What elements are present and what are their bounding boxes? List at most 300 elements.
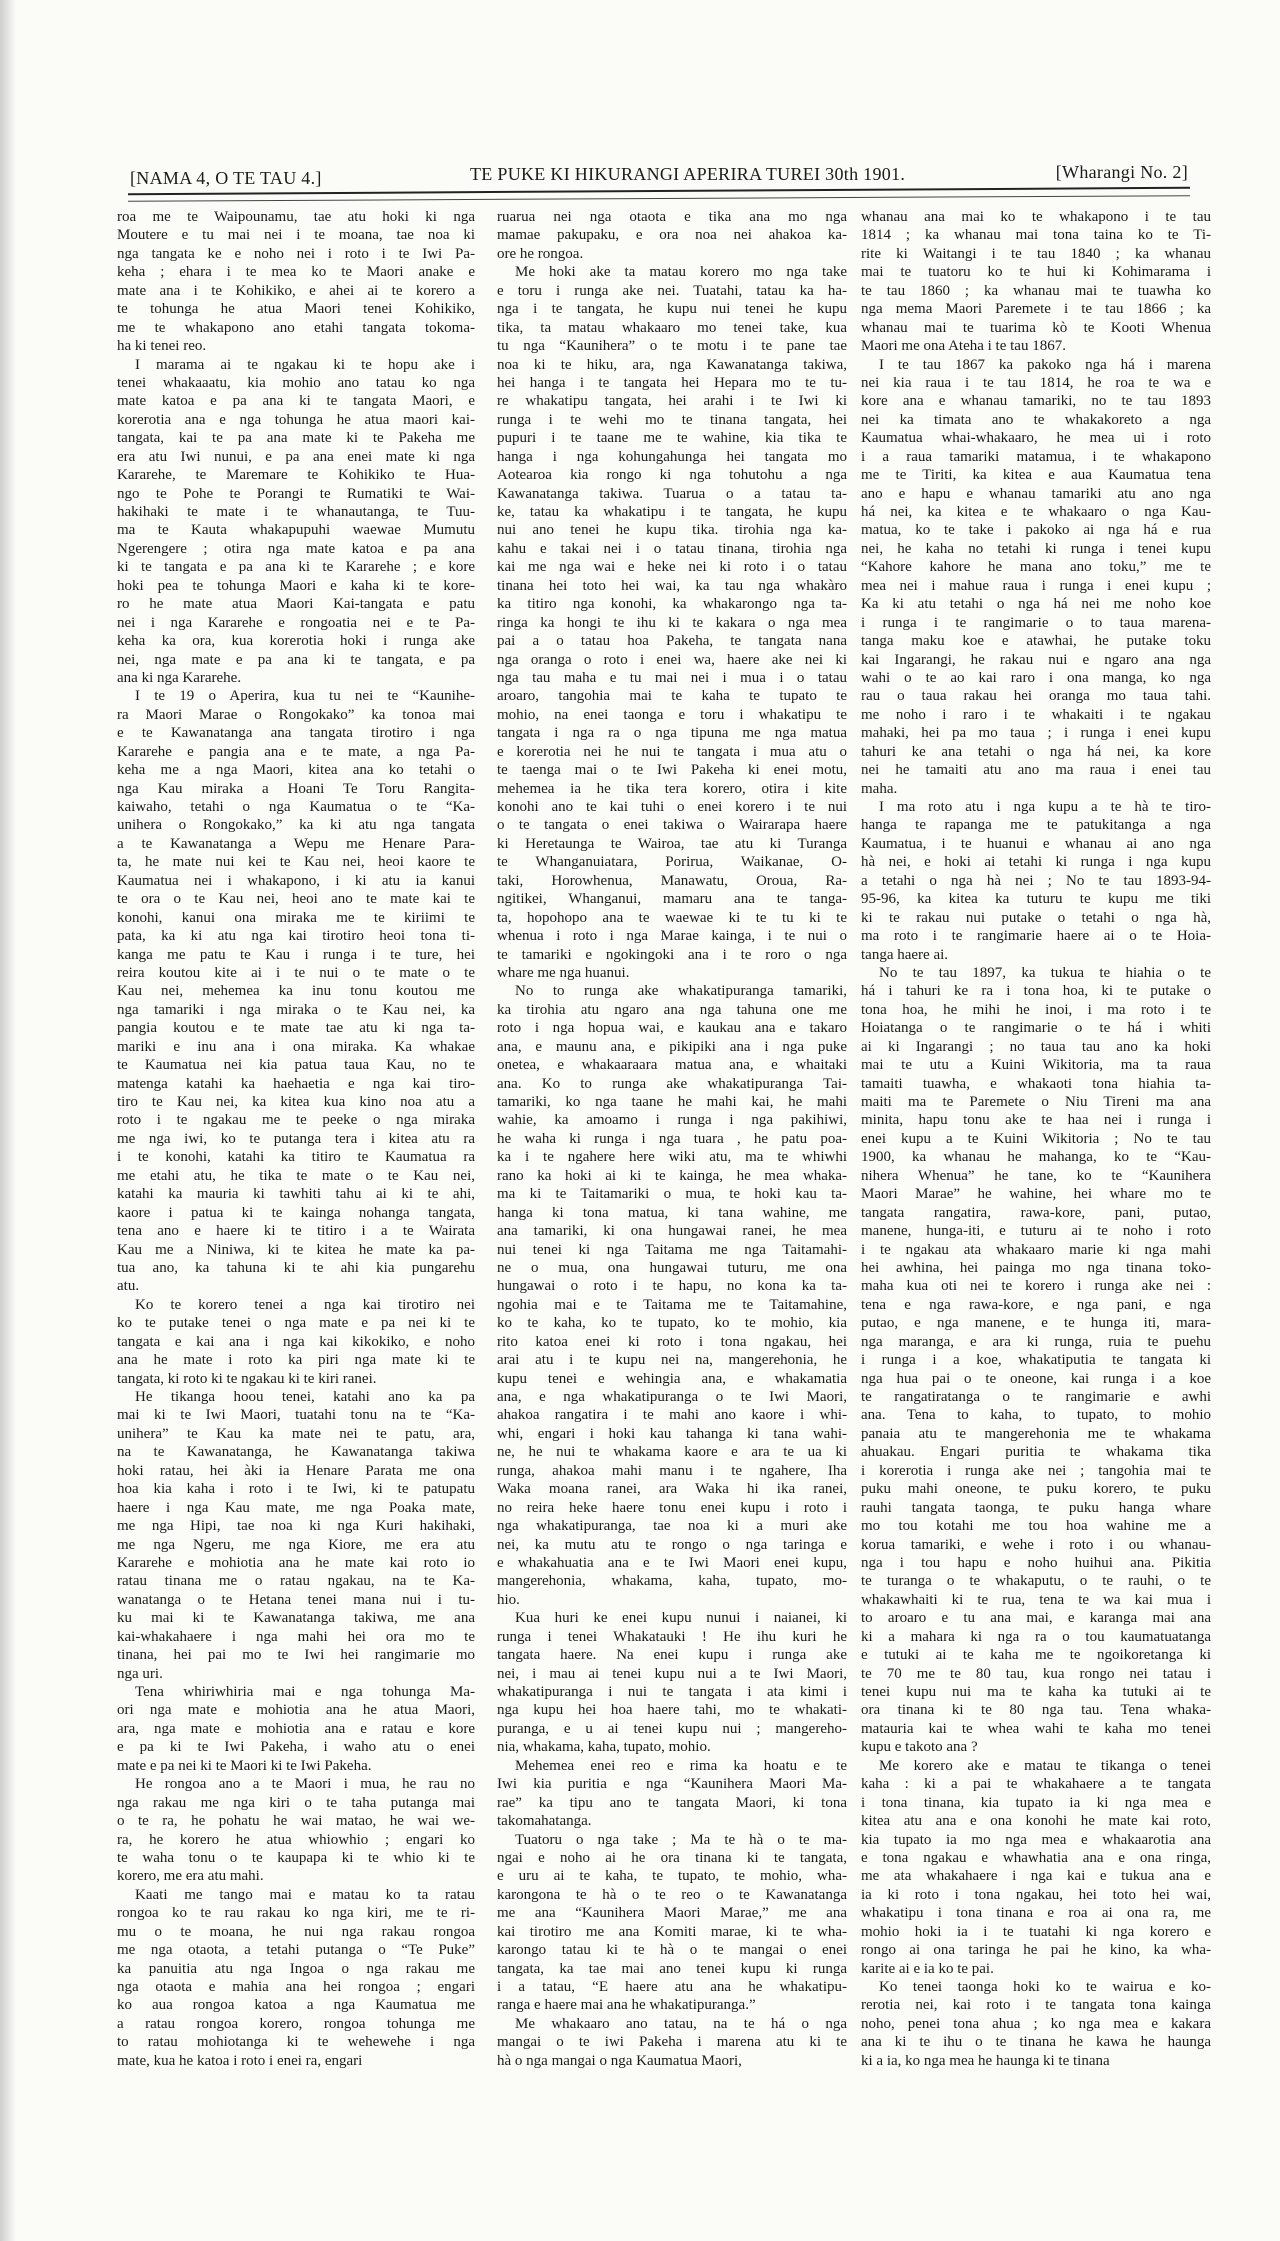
text-line: ahuakau. Engari puritia te whakama tika — [861, 1444, 1211, 1461]
text-line: maha kua oti nei te korero i runga ake nei : — [861, 1278, 1211, 1295]
article-paragraph — [497, 1757, 847, 1831]
text-line: rito katoa enei ki roto i tona ngakau, hei — [497, 1333, 847, 1350]
text-column-3 — [861, 208, 1211, 2070]
text-line: matenga katahi ka haehaetia e nga kai tiro- — [117, 1075, 475, 1092]
text-line: tenei kupu nui ma te kaha ka tutuki ai te — [861, 1684, 1211, 1700]
text-line: matua, ko te take i pakoko ai nga há e rua — [861, 522, 1211, 539]
text-line: kahu e takai nei i o tatau tinana, tirohia nga — [497, 540, 847, 557]
text-line: runga i tenei Whakatauki ! He ihu kuri he — [497, 1628, 847, 1645]
text-line: o te ra, he pohatu he wai matao, he wai we- — [117, 1813, 475, 1830]
text-line: ma te Kauta whakapupuhi waewae Mumutu — [117, 522, 475, 539]
text-line: te ora o te Kau nei, heoi ano te mate kai te — [117, 891, 475, 908]
text-line: ana, e maunu ana, e pikipiki ana i nga puke — [497, 1038, 847, 1055]
text-line: tena ano e haere ki te titiro i a te Wairata — [117, 1223, 475, 1240]
text-line: mai te utu a Kuini Wikitoria, ma ta raua — [861, 1057, 1211, 1074]
text-line: manene, hunga-iti, e tuturu ai te noho i roto — [861, 1223, 1211, 1240]
text-line: ko aua rongoa katoa a nga Kaumatua me — [117, 1997, 475, 2014]
text-line: hanga ki tona matua, ki tana wahine, me — [497, 1204, 847, 1221]
text-line: whi, engari i hoki kau tahanga ki tana wahi- — [497, 1425, 847, 1442]
text-line: te tau 1860 ; ka whanau mai te tuawha ko — [861, 282, 1211, 299]
text-line: ia ki roto i tona ngakau, hei toto hei wai, — [861, 1886, 1211, 1903]
text-line: hà nei, e hoki ai tetahi ki runga i nga kupu — [861, 854, 1211, 871]
text-line: putao, e nga manene, e te hunga iti, mara- — [861, 1315, 1211, 1332]
text-line: karongona te hà o te reo o te Kawanatanga — [497, 1886, 847, 1903]
text-line: He rongoa ano a te Maori i mua, he rau no — [135, 1776, 475, 1793]
text-line: nga kupu hei hoa haere tahi, mo te whakati- — [497, 1702, 847, 1719]
text-line: whare me nga huanui. — [497, 964, 630, 981]
text-line: tangata i nga ra o nga tipuna me nga matua — [497, 725, 847, 742]
text-line: me te Tiriti, ka kitea e aua Kaumatua tena — [861, 467, 1211, 484]
text-line: e pa ki te Iwi Pakeha, i waho atu o enei — [117, 1739, 475, 1756]
text-line: ngai e noho ai he ora tinana ki te tangata, — [497, 1849, 847, 1866]
text-line: keha ka ora, kua korerotia hoki i runga ake — [117, 633, 475, 650]
text-line: nga oranga o roto i enei wa, haere ake nei ki — [497, 651, 847, 668]
text-line: ana, e nga whakatipuranga o te Iwi Maori, — [497, 1389, 847, 1405]
text-line: kia tupato ia mo nga mea e whakaarotia ana — [861, 1831, 1211, 1848]
text-line: korua tamariki, e wehe i roto i ou whanau- — [861, 1536, 1211, 1553]
text-line: Maori Marae” he wahine, hei whare mo te — [861, 1186, 1211, 1203]
text-line: Waka moana ranei, ara Waka hi ika ranei, — [497, 1481, 847, 1498]
text-line: me nga iwi, ko te putanga tera i kitea atu ra — [117, 1130, 475, 1147]
text-line: enei kupu a te Kuini Wikitoria ; No te tau — [861, 1130, 1211, 1147]
text-line: runga, ahakoa mahi manu i te ngahere, Iha — [497, 1462, 847, 1479]
text-line: whakatipu i tona tinana e roa ai ona ra, me — [861, 1905, 1211, 1922]
text-line: Kaumatua whai-whakaaro, he mea ui i roto — [861, 430, 1211, 447]
text-line: ringa ka hongi te ihu ki te kakara o nga mea — [497, 614, 847, 631]
text-line: Ko tenei taonga hoki ko te wairua e ko- — [879, 1979, 1211, 1995]
text-line: maiti ma te Paremete o Niu Tireni ma ana — [861, 1094, 1211, 1110]
text-line: haere i nga Kau mate, me nga Poaka mate, — [117, 1499, 475, 1516]
text-line: noho, penei tona ahua ; ko nga mea e kakara — [861, 2015, 1211, 2032]
text-line: ka tirohia atu ngaro ana nga tahuna one me — [497, 1001, 847, 1018]
text-line: Ngerengere ; otira nga mate katoa e pa ana — [117, 540, 475, 557]
text-line: whenua i roto i nga Marae kainga, i te nui o — [497, 928, 847, 945]
text-line: hio. — [497, 1591, 520, 1608]
text-line: te rangatiratanga o te rangimarie e awhi — [861, 1389, 1211, 1405]
text-line: ruarua nei nga otaota e tika ana mo nga — [497, 209, 847, 225]
text-line: ki te tangata e pa ana ki te Kararehe ; e kore — [117, 559, 475, 576]
text-line: rano ka hoki ai ki te kainga, he mea whaka- — [497, 1167, 847, 1184]
text-line: i korerotia i runga ake nei ; tangohia mai te — [861, 1462, 1211, 1479]
text-line: kai Ingarangi, he rakau nui e ngaro ana nga — [861, 651, 1211, 668]
text-line: kai-whakahaere i nga mahi hei ora mo te — [117, 1628, 475, 1645]
text-line: Tena whiriwhiria mai e nga tohunga Ma- — [135, 1684, 475, 1700]
text-line: tua ano, ka tahuna ki te ahi kia pungarehu — [117, 1259, 475, 1276]
text-line: Aotearoa kia rongo ki nga tohutohu a nga — [497, 467, 847, 484]
text-line: ore he rongoa. — [497, 245, 584, 262]
text-line: hei hanga i te tangata hei Hepara mo te tu- — [497, 374, 847, 391]
text-line: nui tenei ki nga Taitama me nga Taitamahi- — [497, 1241, 847, 1258]
text-line: wanatanga o te Hetana tenei mana nui i tu- — [117, 1591, 475, 1608]
text-line: kai tirotiro me ana Komiti marae, ki te wha- — [497, 1923, 847, 1940]
page-number: [Wharangi No. 2] — [1055, 162, 1188, 182]
text-line: me nga Hipi, tae noa ki nga Kuri hakihaki, — [117, 1518, 475, 1535]
text-line: nga rakau me nga kiri o te taha putanga mai — [117, 1794, 475, 1811]
text-line: i te ngakau ata whakaaro marie ki nga mahi — [861, 1241, 1211, 1258]
text-line: konohi ano te kai tuhi o enei korero i te nui — [497, 799, 847, 815]
text-line: a ratau rongoa korero, rongoa tohunga me — [117, 2015, 475, 2032]
text-line: Kau me a Niniwa, ki te kitea he mate ka pa- — [117, 1241, 475, 1258]
text-line: Kaati me tango mai e matau ko ta ratau — [135, 1886, 475, 1903]
text-line: mahaki, hei pa mo taua ; i runga i enei kupu — [861, 725, 1211, 742]
text-line: i a raua tamariki matamua, i te whakapono — [861, 448, 1211, 465]
text-line: rerotia nei, kai roto i te tangata tona kainga — [861, 1997, 1211, 2014]
text-line: me nga otaota, a tetahi putanga o “Te Puke” — [117, 1942, 475, 1959]
text-line: mate e pa nei ki te Maori ki te Iwi Pakeha. — [117, 1757, 372, 1774]
article-paragraph — [861, 1757, 1211, 1978]
text-line: tiro te Kau nei, ka kitea kua kino noa atu a — [117, 1094, 475, 1110]
text-line: whakatipuranga i nui te tangata i ata kimi i — [497, 1684, 847, 1700]
text-line: I ma roto atu i nga kupu a te hà te tiro- — [879, 799, 1211, 815]
text-line: ra, he korero he atua whiowhio ; engari ko — [117, 1831, 475, 1848]
text-line: e whakahuatia ana e te Iwi Maori enei kupu, — [497, 1554, 847, 1571]
article-paragraph — [117, 1775, 475, 1886]
text-line: mai ki te Iwi Maori, tuatahi tonu na te “Ka- — [117, 1407, 475, 1424]
article-paragraph — [117, 1886, 475, 2070]
text-line: nei he tamaiti atu ano ma raua i enei tau — [861, 762, 1211, 779]
text-line: 1900, ka whanau he mahanga, ko te “Kau- — [861, 1149, 1211, 1166]
text-line: tangata rangatira, rawa-kore, pani, putao, — [861, 1204, 1211, 1221]
text-line: ka titiro nga konohi, ka whakarongo nga ta- — [497, 596, 847, 613]
text-line: “Kahore kahore he mana ano toku,” me te — [861, 559, 1211, 576]
text-line: tahuri ke ana tetahi o nga há nei, ka kore — [861, 743, 1211, 760]
text-line: ha ki tenei reo. — [117, 338, 207, 355]
text-line: nei, nga mate e pa ana ki te tangata, e pa — [117, 651, 475, 668]
text-line: nga tamariki i nga miraka o te Kau nei, ka — [117, 1001, 475, 1018]
text-line: karongo tatau ki te hà o te mangai o enei — [497, 1942, 847, 1959]
text-line: tona hoa, he mihi he inoi, i ma roto i te — [861, 1001, 1211, 1018]
text-line: mehemea ia he tika tera korero, otira i kite — [497, 780, 847, 797]
article-paragraph — [117, 1388, 475, 1683]
masthead-rule-thin — [128, 195, 1190, 202]
text-line: ne, he nui te whakama kaore e ara te ua ki — [497, 1444, 847, 1461]
article-paragraph — [861, 1978, 1211, 2070]
text-line: ta, he mate nui kei te Kau nei, heoi kaore te — [117, 854, 475, 871]
text-line: kaore i patua ki te kainga nohanga tangata, — [117, 1204, 475, 1221]
text-line: unihera” te Kau ka mate nei te patu, ara, — [117, 1425, 475, 1442]
text-line: No to runga ake whakatipuranga tamariki, — [515, 983, 847, 1000]
text-line: No te tau 1897, ka tukua te hiahia o te — [879, 964, 1211, 981]
text-line: Kua huri ke enei kupu nunui i naianei, ki — [515, 1610, 847, 1627]
text-line: ana he mate i roto ka piri nga mate ki te — [117, 1352, 475, 1369]
text-line: I te 19 o Aperira, kua tu nei te “Kaunihe- — [135, 688, 475, 705]
scan-edge-shadow — [0, 0, 16, 2241]
text-column-1 — [117, 208, 475, 2070]
text-line: há i tahuri ke ra i tona hoa, ki te putake o — [861, 983, 1211, 1000]
text-line: ku mai ki te Kawanatanga takiwa, me ana — [117, 1610, 475, 1627]
text-line: tangata, ki roto ki te ngakau ki te kiri ranei. — [117, 1370, 377, 1387]
text-line: korerotia ana e nga tohunga he atua maori kai- — [117, 411, 475, 428]
text-line: te turanga o te whakaputu, o te rauhi, o te — [861, 1573, 1211, 1590]
text-line: rite ki Waitangi i te tau 1840 ; ka whanau — [861, 245, 1211, 262]
article-paragraph — [117, 356, 475, 688]
text-line: ai ki Ingarangi ; no taua tau ano ka hoki — [861, 1038, 1211, 1055]
text-line: ana. Tena to kaha, to tupato, to mohio — [861, 1407, 1211, 1424]
text-line: arai atu i te kupu nei na, mangerehonia, he — [497, 1352, 847, 1369]
article-paragraph — [497, 2015, 847, 2070]
text-line: te waha tonu o te kaupapa ki te whio ki te — [117, 1849, 475, 1866]
text-line: e toru i runga ake nei. Tuatahi, tatau ka ha- — [497, 282, 847, 299]
issue-number: [NAMA 4, O TE TAU 4.] — [130, 168, 322, 188]
text-line: matauria kai te whea wahi te kaha mo tenei — [861, 1720, 1211, 1737]
text-line: mariki e inu ana i ona miraka. Ka whakae — [117, 1038, 475, 1055]
text-line: mate ana i te Kohikiko, e ahei ai te korero a — [117, 282, 475, 299]
text-line: unihera o Rongokako,” ka ki atu nga tangata — [117, 817, 475, 834]
article-paragraph — [117, 1296, 475, 1388]
text-line: ahakoa rangatira i te mahi ano kaore i whi- — [497, 1407, 847, 1424]
text-line: wahi o te ao kai raro i ona manga, ko nga — [861, 669, 1211, 686]
text-line: puku mahi oneone, te puku korero, te puku — [861, 1481, 1211, 1498]
article-paragraph — [861, 356, 1211, 799]
text-line: ra Maori Marae o Rongokako” ka tonoa mai — [117, 706, 475, 723]
text-line: kaiwaho, tetahi o nga Kaumatua o te “Ka- — [117, 799, 475, 815]
article-paragraph — [861, 798, 1211, 964]
text-line: re whakatipu tangata, hei arahi i te Iwi ki — [497, 393, 847, 410]
text-line: tanga maku koe e atawhai, he putake toku — [861, 633, 1211, 650]
text-line: minita, hapu tonu ake te haa nei i runga i — [861, 1112, 1211, 1129]
text-line: ta, hopohopo ana te waewae ki te tu ki te — [497, 909, 847, 926]
text-line: a tetahi o nga hà nei ; No te tau 1893-94- — [861, 872, 1211, 889]
text-line: ma ki te Taitamariki o mua, te hoki kau ta- — [497, 1186, 847, 1203]
text-line: to aroaro e tu ana mai, e karanga mai ana — [861, 1610, 1211, 1627]
text-line: i tona tinana, kia tupato ia ki nga mea e — [861, 1794, 1211, 1811]
text-line: roto i nga hopua wai, e kaukau ana e takaro — [497, 1020, 847, 1037]
text-line: tinana, hei pai mo te Iwi hei rangimarie mo — [117, 1647, 475, 1664]
text-line: maha. — [861, 780, 898, 797]
text-line: hanga te rapanga me te patukitanga a nga — [861, 817, 1211, 834]
text-line: tenei whakaaatu, kia mohio ano tatau ko nga — [117, 374, 475, 391]
text-line: nei kia raua i te tau 1814, he roa te wa e — [861, 374, 1211, 391]
text-line: mohio hoki ia i te tuatahi ki nga korero e — [861, 1923, 1211, 1940]
text-line: nei i nga Kararehe e rongoatia nei e te Pa- — [117, 614, 475, 631]
text-line: Maori me ona Ateha i te tau 1867. — [861, 338, 1066, 355]
text-line: nui ano tenei he kupu tika. tirohia nga ka- — [497, 522, 847, 539]
text-line: katahi ka mauria ki tawhiti tahu ai ki te ahi, — [117, 1186, 475, 1203]
text-line: whanau mai te tuarima kò te Kooti Whenua — [861, 319, 1211, 336]
text-line: kai me nga wai e heke nei ki roto i o tatau — [497, 559, 847, 576]
text-line: kore ana e whanau tamariki, no te tau 1893 — [861, 393, 1211, 410]
text-line: nga otaota e mahia ana hei rongoa ; engari — [117, 1979, 475, 1995]
text-line: mai te tuatoru ko te hui ki Kohimarama i — [861, 264, 1211, 281]
text-line: hà o nga mangai o nga Kaumatua Maori, — [497, 2052, 742, 2069]
text-line: Kararehe e mohiotia ana he mate kai roto io — [117, 1554, 475, 1571]
text-line: ratau tinana me o ratau ngakau, na te Ka- — [117, 1573, 475, 1590]
text-line: Ko te korero tenei a nga kai tirotiro nei — [135, 1296, 475, 1313]
text-line: a te Kawanatanga a Wepu me Henare Para- — [117, 835, 475, 852]
text-line: Me korero ake e matau te tikanga o tenei — [879, 1757, 1211, 1774]
text-line: tu nga “Kaunihera” o te motu i te pane tae — [497, 338, 847, 355]
text-line: nia, whakama, kaha, tupato, mohio. — [497, 1739, 711, 1756]
text-line: ki Heretaunga te Wairoa, tae atu ki Turanga — [497, 835, 847, 852]
text-line: ngitikei, Whanganui, mamaru ana te tanga- — [497, 891, 847, 908]
article-paragraph — [117, 1683, 475, 1775]
text-line: He tikanga hoou tenei, katahi ano ka pa — [135, 1389, 475, 1405]
text-line: Kararehe e pangia ana e te mate, a nga Pa- — [117, 743, 475, 760]
text-line: wahie, ka amoamo i runga i nga pakihiwi, — [497, 1112, 847, 1129]
text-line: ka panuitia atu nga Ingoa o nga rakau me — [117, 1960, 475, 1977]
article-paragraph — [117, 208, 475, 356]
text-line: ngohia mai e te Taitama me te Taitamahine, — [497, 1296, 847, 1313]
text-line: Kaumatua, i te huanui e whanau ai ano nga — [861, 835, 1211, 852]
text-line: karite ai e ia ko te pai. — [861, 1960, 994, 1977]
text-line: mamae pakupaku, e ora noa nei ahakoa ka- — [497, 227, 847, 244]
text-line: to ratau mohiotanga ki te wehewehe i nga — [117, 2034, 475, 2051]
text-line: kanga me patu te Kau i runga i te ture, hei — [117, 946, 475, 963]
text-line: keha me a nga Maori, kitea ana ko tetahi o — [117, 762, 475, 779]
text-line: me noho i raro i te whakaiti i te ngakau — [861, 706, 1211, 723]
text-line: te tohunga he atua Maori tenei Kohikiko, — [117, 301, 475, 318]
text-line: Tuatoru o nga take ; Ma te hà o te ma- — [515, 1831, 847, 1848]
text-line: aroaro, tangohia mai te kaha te tupato te — [497, 688, 847, 705]
article-paragraph — [861, 964, 1211, 1757]
text-line: pai a o tatau hoa Pakeha, te tangata nana — [497, 633, 847, 650]
text-line: nihera Whenua” he tane, ko te “Kaunihera — [861, 1167, 1211, 1184]
article-paragraph — [117, 687, 475, 1295]
text-line: nei, he kaha no tetahi ki runga i tenei kupu — [861, 540, 1211, 557]
text-line: nga hua pai o te oneone, kai runga i a koe — [861, 1370, 1211, 1387]
text-line: te taenga mai o te Iwi Pakeha ki enei motu, — [497, 762, 847, 779]
text-line: Kawanatanga takiwa. Tuarua o a tatau ta- — [497, 485, 847, 502]
text-line: ora tinana ki te 80 nga tau. Tena whaka- — [861, 1702, 1211, 1719]
text-line: panaia atu te mangerehonia me te whakama — [861, 1425, 1211, 1442]
text-line: te tamariki e ngokingoki ana i te roro o nga — [497, 946, 847, 963]
text-column-2 — [497, 208, 847, 2070]
text-line: há nei, ka kitea e te whakaaro o nga Kau- — [861, 504, 1211, 520]
text-line: tamariki, ko nga taane he mahi kai, he mahi — [497, 1094, 847, 1110]
text-line: nga Kau miraka a Hoani Te Toru Rangita- — [117, 780, 475, 797]
text-line: whanau ana mai ko te whakapono i te tau — [861, 209, 1211, 225]
text-line: kupu e takoto ana ? — [861, 1739, 978, 1756]
text-line: tinana hei toto hei wai, ka tau nga whakàro — [497, 577, 847, 594]
text-line: te Kaumatua nei kia patua taua Kau, no te — [117, 1057, 475, 1074]
text-line: konohi, kanui ona miraka me te kiriimi te — [117, 909, 475, 926]
text-line: onetea, e whakaaraara matua ana, e whaitaki — [497, 1057, 847, 1074]
text-line: me ana “Kaunihera Maori Marae,” me ana — [497, 1905, 847, 1922]
text-line: hei awhina, hei painga mo nga tinana toko- — [861, 1259, 1211, 1276]
article-paragraph — [497, 208, 847, 263]
text-line: nga whakatipuranga, tae noa ki a muri ake — [497, 1518, 847, 1535]
text-line: ki a ia, ko nga mea he haunga ki te tinana — [861, 2052, 1110, 2069]
text-line: ana ki te ihu o te tinana he kawa he haunga — [861, 2034, 1211, 2051]
text-line: Moutere e tu mai nei i te moana, tae noa ki — [117, 227, 475, 244]
text-line: nei ka timata ano te whakakoreto a nga — [861, 411, 1211, 428]
text-line: e korerotia nei he nui te tangata i mua atu o — [497, 743, 847, 760]
text-line: tangata e kai ana i nga kai kikokiko, e noho — [117, 1333, 475, 1350]
text-line: whakawhaiti ki te rua, tena te wa kai mua i — [861, 1591, 1211, 1608]
text-line: roto i te ngakau me te peeke o nga miraka — [117, 1112, 475, 1129]
text-line: me te whakapono ano etahi tangata tokoma- — [117, 319, 475, 336]
text-line: 95-96, ka kitea ka tuturu te kupu me tiki — [861, 891, 1211, 908]
text-line: era atu Iwi nunui, e pa ana enei mate ki nga — [117, 448, 475, 465]
text-line: nga i tou hapu e noho huihui ana. Pikitia — [861, 1554, 1211, 1571]
text-line: noa ki te hiku, ara, nga Kawanatanga takiwa, — [497, 356, 847, 373]
text-line: tangata haere. Na enei kupu i runga ake — [497, 1647, 847, 1664]
text-line: mate, kua he katoa i roto i enei ra, engari — [117, 2052, 363, 2069]
text-line: rauhi tangata taonga, te puku hanga whare — [861, 1499, 1211, 1516]
article-paragraph — [861, 208, 1211, 356]
text-line: nga maranga, e ara ki runga, ruia te puehu — [861, 1333, 1211, 1350]
text-line: mangai o te iwi Pakeha i marena atu ki te — [497, 2034, 847, 2051]
text-line: ka i te ngahere here wiki atu, ma te whiwhi — [497, 1149, 847, 1166]
text-line: hungawai o roto i te hapu, no kona ka ta- — [497, 1278, 847, 1295]
page-masthead — [128, 164, 1188, 188]
text-line: ranga e haere mai ana he whakatipuranga.” — [497, 1997, 756, 2014]
text-line: nga tau maha e tu mai nei i mua i o tatau — [497, 669, 847, 686]
text-line: taki, Horowhenua, Manawatu, Oroua, Ra- — [497, 872, 847, 889]
text-line: me etahi atu, he tika te mate o te Kau nei, — [117, 1167, 475, 1184]
text-line: rongoa ko te rau rakau ko nga kiri, me te ri- — [117, 1905, 475, 1922]
text-line: ke, tatau ka whakatipu i te tangata, he kupu — [497, 504, 847, 520]
text-line: Mehemea enei reo e rima ka hoatu e te — [515, 1757, 847, 1774]
text-line: o te tangata o enei takiwa o Wairarapa haere — [497, 817, 847, 834]
text-line: rongo ai ona taringa he pai he kino, ka wha- — [861, 1942, 1211, 1959]
text-line: rau o taua rakau hei oranga mo taua tahi. — [861, 688, 1211, 705]
text-line: ma roto i te rangimarie haere ai o te Hoia- — [861, 928, 1211, 945]
text-line: te Whanganuiatara, Porirua, Waikanae, O- — [497, 854, 847, 871]
text-line: Me hoki ake ta matau korero mo nga take — [515, 264, 847, 281]
text-line: ki te rakau nui putake o tetahi o nga hà, — [861, 909, 1211, 926]
text-line: i runga i te rangimarie o to taua marena- — [861, 614, 1211, 631]
text-line: nga i te tangata, he kupu nui tenei he kupu — [497, 301, 847, 318]
text-line: kaha : ki a pai te whakahaere a te tangata — [861, 1776, 1211, 1793]
text-line: mea nei i mahue raua i runga i enei kupu ; — [861, 577, 1211, 594]
text-line: I marama ai te ngakau ki te hopu ake i — [135, 356, 475, 373]
text-line: Me whakaaro ano tatau, na te há o nga — [515, 2015, 847, 2032]
text-line: takomahatanga. — [497, 1813, 592, 1830]
text-line: no reira heke haere tonu enei kupu i roto i — [497, 1499, 847, 1516]
text-line: ngo te Pohe te Porangi te Rumatiki te Wai- — [117, 485, 475, 502]
article-paragraph — [497, 263, 847, 982]
text-line: I te tau 1867 ka pakoko nga há i marena — [879, 356, 1211, 373]
article-paragraph — [497, 1831, 847, 2015]
text-line: e te Kawanatanga ana tangata tirotiro i nga — [117, 725, 475, 742]
text-line: pangia koutou e te mate tae atu ki nga ta- — [117, 1020, 475, 1037]
text-line: na te Kawanatanga, he Kawanatanga takiwa — [117, 1444, 475, 1461]
text-line: e uru ai te kaha, te tupato, te mohio, wha- — [497, 1868, 847, 1885]
text-line: nei, ka mutu atu te rongo o nga taringa e — [497, 1536, 847, 1553]
text-line: tanga haere ai. — [861, 946, 949, 963]
text-line: hoa kia kaha i roto i te Iwi, ki te patupatu — [117, 1481, 475, 1498]
article-paragraph — [497, 1609, 847, 1757]
text-line: hanga i nga kohungahunga hei tangata mo — [497, 448, 847, 465]
text-line: nga uri. — [117, 1665, 163, 1682]
article-paragraph — [497, 982, 847, 1609]
text-line: me nga Ngeru, me nga Kiore, me era atu — [117, 1536, 475, 1553]
text-line: tangata, ka tae mai ano tenei kupu ki runga — [497, 1960, 847, 1977]
text-line: me ata whakahaere i nga kai e tukua ana e — [861, 1868, 1211, 1885]
text-line: keha ; ehara i te mea ko te Maori anake e — [117, 264, 475, 281]
text-line: mate katoa e pa ana ki te tangata Maori, e — [117, 393, 475, 410]
text-line: ano e hapu e whanau tamariki atu ano nga — [861, 485, 1211, 502]
text-line: e tutuki ai te kaha me te ngoikoretanga ki — [861, 1647, 1211, 1664]
text-line: ana ki nga Kararehe. — [117, 669, 242, 686]
text-line: hoki pea te tohunga Maori e kaha ki te kore- — [117, 577, 475, 594]
text-line: pupuri i te taane me te wahine, kia tika te — [497, 430, 847, 447]
text-line: 1814 ; ka whanau mai tona taina ko te Ti- — [861, 227, 1211, 244]
text-line: puranga, e u ai tenei kupu nui ; mangereho- — [497, 1720, 847, 1737]
text-line: e tona ngakau e whawhatia ana e ona ringa, — [861, 1849, 1211, 1866]
text-line: Kau nei, mehemea ka inu tonu koutou me — [117, 983, 475, 1000]
text-line: mangerehonia, whakama, kaha, tupato, mo- — [497, 1573, 847, 1590]
text-line: kitea atu ana e ona konohi he mate kai roto, — [861, 1813, 1211, 1830]
text-line: pata, ka ki atu nga kai tirotiro heoi tona ti- — [117, 928, 475, 945]
text-line: Kararehe, te Maremare te Kohikiko te Hua- — [117, 467, 475, 484]
text-line: ko te putake tenei o nga mate e pa nei ki te — [117, 1315, 475, 1332]
text-line: tangata, kai te pa ana mate ki te Pakeha me — [117, 430, 475, 447]
text-line: ana. Ko to runga ake whakatipuranga Tai- — [497, 1075, 847, 1092]
text-line: hoki ratau, hei àki ia Henare Parata me ona — [117, 1462, 475, 1479]
text-line: hakihaki te mate i te whanautanga, te Tuu- — [117, 504, 475, 520]
